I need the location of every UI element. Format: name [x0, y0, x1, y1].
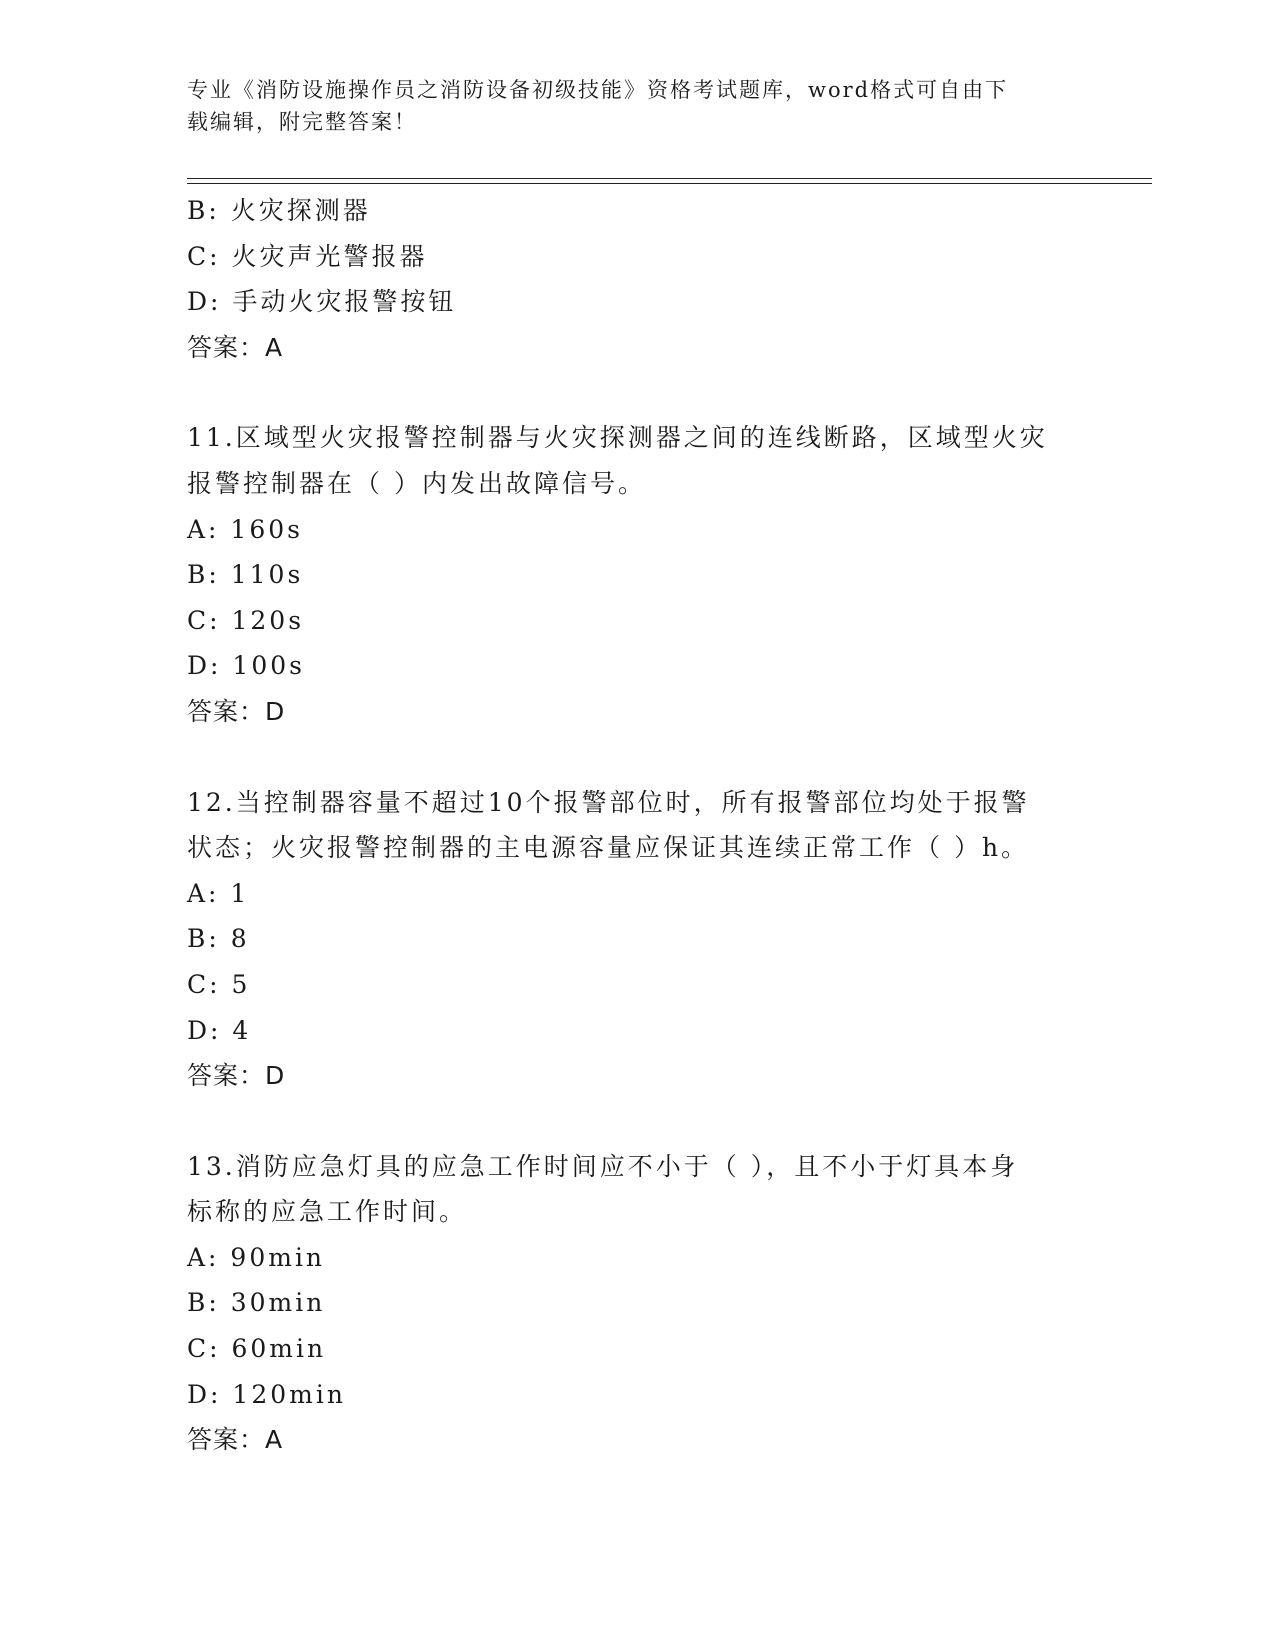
question-content — [187, 188, 1087, 1463]
question-12 — [187, 780, 1087, 1099]
question-stem-line-1: 13.消防应急灯具的应急工作时间应不小于（ ），且不小于灯具本身 — [187, 1151, 1019, 1181]
option-b: B: 火灾探测器 — [187, 196, 371, 225]
option-d: D: 手动火灾报警按钮 — [187, 287, 457, 317]
question-10-continuation — [187, 188, 1087, 370]
option-d: D: 120min — [187, 1379, 346, 1409]
header-line-2: 载编辑，附完整答案！ — [187, 110, 417, 134]
question-stem-line-2: 状态；火灾报警控制器的主电源容量应保证其连续正常工作（ ）h。 — [187, 833, 1030, 863]
answer-line: 答案：A — [187, 332, 284, 362]
question-11 — [187, 415, 1087, 734]
option-a: A: 1 — [187, 878, 250, 908]
answer-line: 答案：D — [187, 696, 286, 726]
document-header — [187, 74, 1067, 138]
header-divider-bottom — [187, 183, 1152, 184]
option-d: D: 4 — [187, 1015, 252, 1045]
question-stem-line-2: 标称的应急工作时间。 — [187, 1197, 468, 1227]
option-b: B: 110s — [187, 560, 304, 590]
option-a: A: 90min — [187, 1242, 326, 1272]
option-c: C: 火灾声光警报器 — [187, 241, 428, 271]
option-c: C: 120s — [187, 605, 305, 635]
question-stem-line-1: 11.区域型火灾报警控制器与火灾探测器之间的连线断路，区域型火灾 — [187, 423, 1048, 453]
option-b: B: 8 — [187, 924, 250, 954]
option-d: D: 100s — [187, 651, 305, 681]
answer-line: 答案：D — [187, 1061, 286, 1091]
header-divider-top — [187, 178, 1152, 179]
question-stem-line-1: 12.当控制器容量不超过10个报警部位时，所有报警部位均处于报警 — [187, 787, 1030, 817]
question-stem-line-2: 报警控制器在（ ）内发出故障信号。 — [187, 468, 646, 498]
header-line-1: 专业《消防设施操作员之消防设备初级技能》资格考试题库，word格式可自由下 — [187, 78, 1009, 102]
answer-line: 答案：A — [187, 1425, 284, 1455]
question-13 — [187, 1144, 1087, 1463]
option-c: C: 5 — [187, 969, 251, 999]
option-a: A: 160s — [187, 514, 303, 544]
option-b: B: 30min — [187, 1288, 326, 1318]
option-c: C: 60min — [187, 1334, 327, 1364]
